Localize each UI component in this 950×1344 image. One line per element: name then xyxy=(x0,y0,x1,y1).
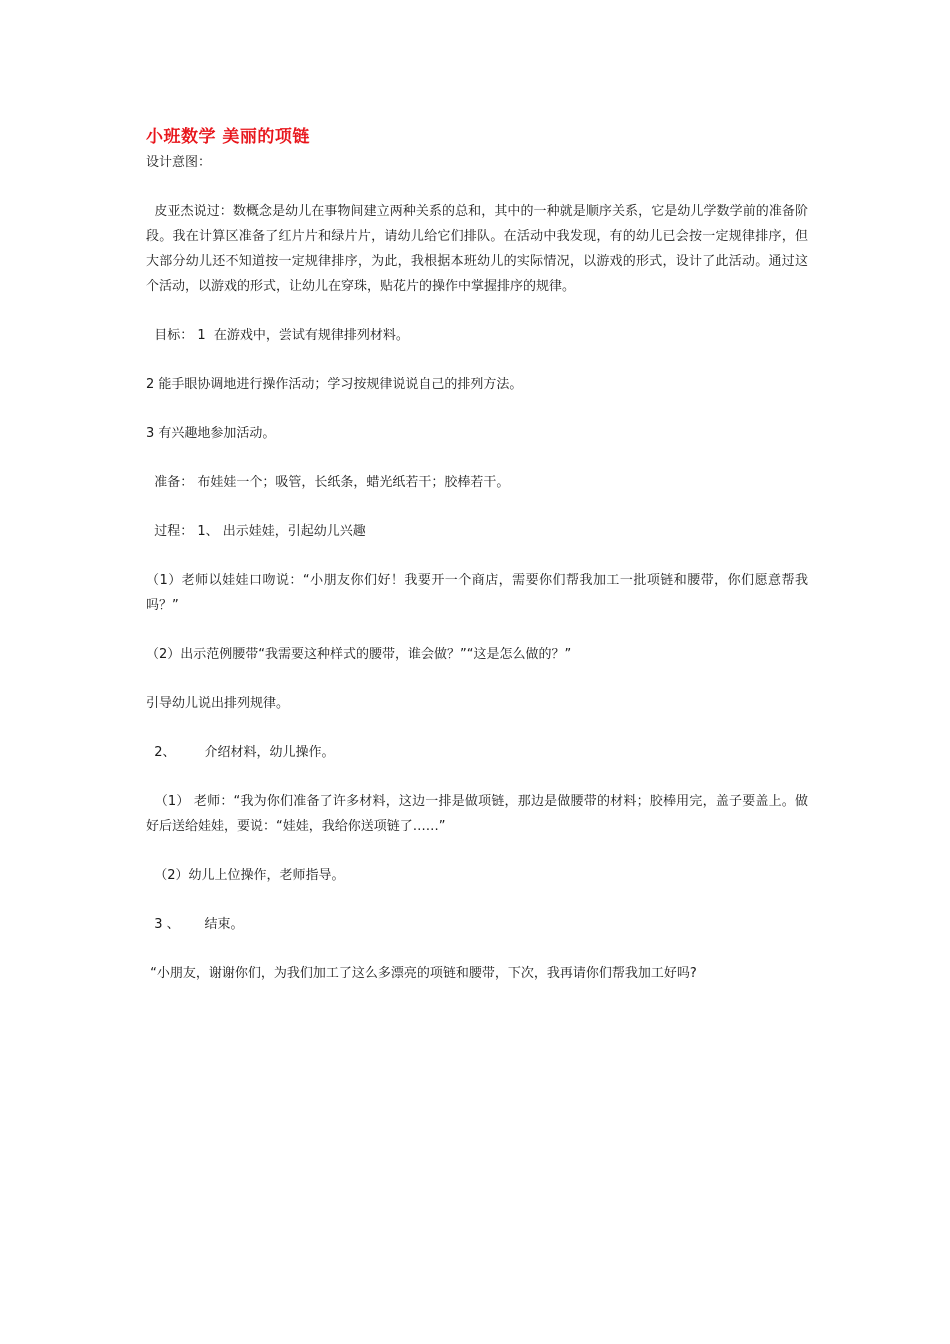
goal-3: 3 有兴趣地参加活动。 xyxy=(146,426,276,441)
process-step-2-1: （1） 老师：“我为你们准备了许多材料，这边一排是做项链，那边是做腰带的材料；胶棒用完，盖子要盖上。做好后送给娃娃，要说：“娃娃，我给你送项链了……” xyxy=(146,794,809,834)
goal-1: 目标： 1 在游戏中，尝试有规律排列材料。 xyxy=(146,328,409,343)
process-guide: 引导幼儿说出排列规律。 xyxy=(146,696,290,711)
process-step-1-2: （2）出示范例腰带“我需要这种样式的腰带，谁会做？”“这是怎么做的？” xyxy=(146,647,572,662)
document-title: 小班数学 美丽的项链 xyxy=(146,127,310,147)
design-intent-heading: 设计意图： xyxy=(146,155,212,170)
process-step-2: 2、 介绍材料，幼儿操作。 xyxy=(146,745,335,760)
closing-quote: “小朋友，谢谢你们，为我们加工了这么多漂亮的项链和腰带，下次，我再请你们帮我加工好吗? xyxy=(146,966,697,981)
preparation: 准备： 布娃娃一个；吸管，长纸条，蜡光纸若干；胶棒若干。 xyxy=(146,475,510,490)
process-step-1: 过程： 1、 出示娃娃，引起幼儿兴趣 xyxy=(146,524,366,539)
process-step-1-1: （1）老师以娃娃口吻说：“小朋友你们好！我要开一个商店，需要你们帮我加工一批项链和腰带，你们愿意帮我吗？” xyxy=(146,573,808,613)
document-page xyxy=(146,124,808,986)
process-step-3: 3 、 结束。 xyxy=(146,917,244,932)
process-step-2-2: （2）幼儿上位操作，老师指导。 xyxy=(146,868,345,883)
design-intent-body: 皮亚杰说过：数概念是幼儿在事物间建立两种关系的总和，其中的一种就是顺序关系，它是幼儿学数学前的准备阶段。我在计算区准备了红片片和绿片片，请幼儿给它们排队。在活动中我发现，有的幼儿已会按一定规律排序，但大部分幼儿还不知道按一定规律排序，为此，我根据本班幼儿的实际情况，以游戏的形式，设计了此活动。通过这个活动，以游戏的形式，让幼儿在穿珠，贴花片的操作中掌握排序的规律。 xyxy=(146,204,808,294)
goal-2: 2 能手眼协调地进行操作活动；学习按规律说说自己的排列方法。 xyxy=(146,377,523,392)
